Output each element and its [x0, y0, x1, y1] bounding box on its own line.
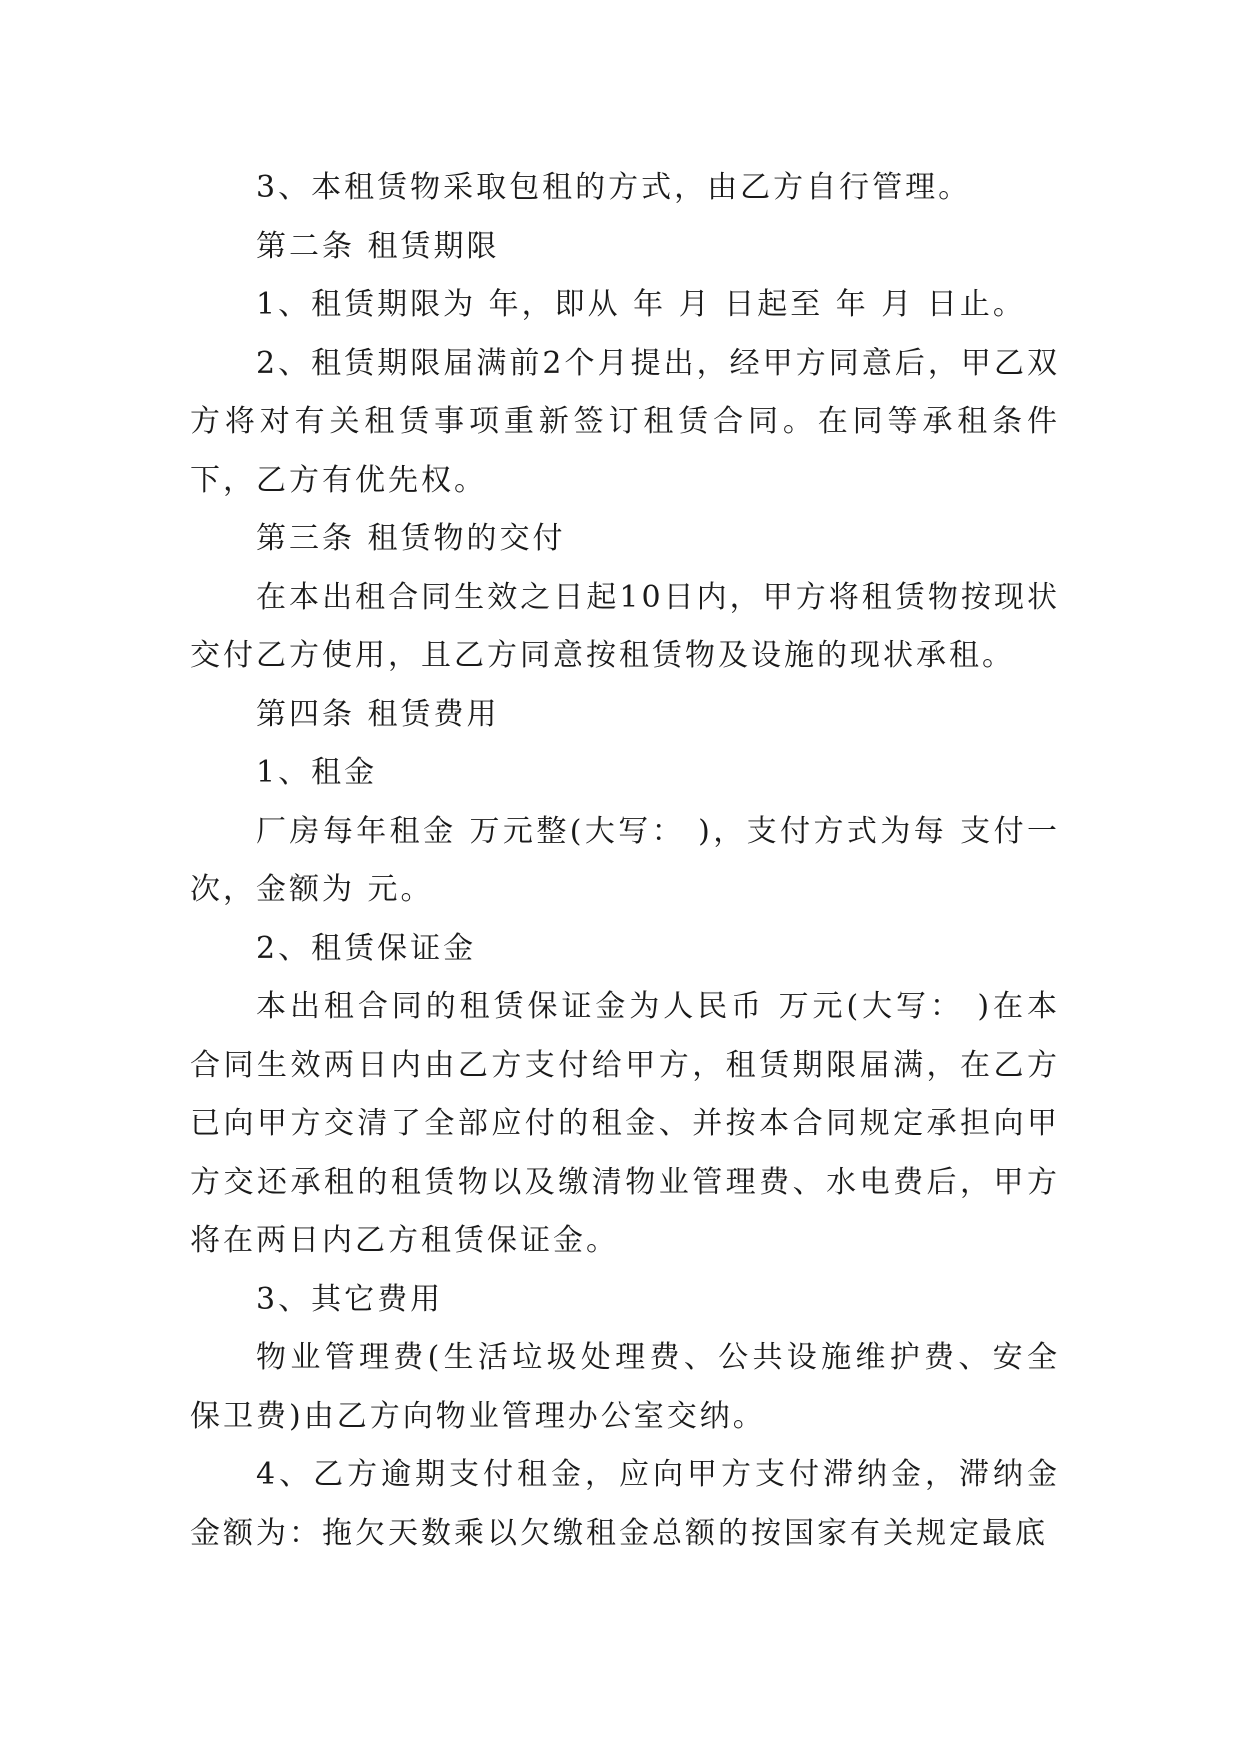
- subheading-other-fees: 3、其它费用: [256, 1281, 444, 1317]
- paragraph-rent-amount: 厂房每年租金 万元整(大写： )，支付方式为每 支付一次，金额为 元。: [190, 813, 1060, 907]
- heading-article-3-delivery: 第三条 租赁物的交付: [256, 521, 566, 556]
- paragraph-deposit: 本出租合同的租赁保证金为人民币 万元(大写： )在本合同生效两日内由乙方支付给甲方，租赁期限届满，在乙方已向甲方交清了全部应付的租金、并按本合同规定承担向甲方交还承租的租赁物以及缴清物业管理费、水电费后，甲方将在两日内乙方租赁保证金。: [190, 989, 1060, 1258]
- paragraph-renewal: 2、租赁期限届满前2个月提出，经甲方同意后，甲乙双方将对有关租赁事项重新签订租赁合同。在同等承租条件下，乙方有优先权。: [190, 345, 1060, 498]
- subheading-deposit: 2、租赁保证金: [256, 930, 477, 966]
- subheading-rent: 1、租金: [256, 755, 378, 790]
- contract-body: [190, 159, 1060, 1563]
- heading-article-4-fees: 第四条 租赁费用: [256, 696, 500, 732]
- paragraph-lease-period: 1、租赁期限为 年，即从 年 月 日起至 年 月 日止。: [256, 287, 1026, 322]
- paragraph-delivery: 在本出租合同生效之日起10日内，甲方将租赁物按现状交付乙方使用，且乙方同意按租赁物及设施的现状承租。: [190, 579, 1060, 673]
- paragraph-late-fee: 4、乙方逾期支付租金，应向甲方支付滞纳金，滞纳金金额为：拖欠天数乘以欠缴租金总额的按国家有关规定最底: [190, 1457, 1060, 1551]
- heading-article-2-lease-term: 第二条 租赁期限: [256, 228, 500, 264]
- paragraph-sublet-method: 3、本租赁物采取包租的方式，由乙方自行管理。: [256, 170, 972, 205]
- paragraph-property-fees: 物业管理费(生活垃圾处理费、公共设施维护费、安全保卫费)由乙方向物业管理办公室交纳。: [190, 1340, 1060, 1434]
